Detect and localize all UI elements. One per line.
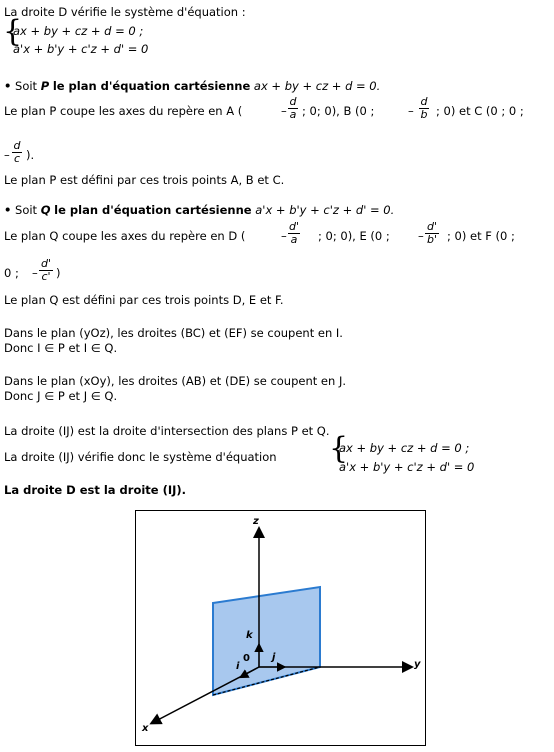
conclusion-brace: { (329, 431, 349, 466)
figure-frame (135, 510, 426, 746)
axis-y-label: y (414, 659, 421, 670)
conclusion-eq2: a'x + b'y + c'z + d' = 0 (339, 460, 475, 474)
vector-j-label: j (272, 652, 276, 663)
conclusion-final: La droite D est la droite (IJ). (4, 483, 187, 497)
vector-i-label: i (236, 661, 240, 672)
intro-line: La droite D vérifie le système d'équation : (4, 5, 246, 19)
p-cut-c-minus: – (4, 148, 10, 162)
p-cut-b-coord: ; 0) et C (0 ; 0 ; (436, 104, 524, 118)
q-defined: Le plan Q est défini par ces trois points D, E et F. (4, 293, 284, 307)
p-cut-line: Le plan P coupe les axes du repère en A ( (4, 104, 243, 118)
q-cut-d-minus: – (281, 229, 287, 243)
frac-e: $\frac{d'}{b'}$ (426, 220, 437, 246)
frac-b: $\frac{d}{b}$ (420, 95, 428, 121)
frac-a: $\frac{d}{a}$ (289, 95, 297, 121)
intro-eq1: ax + by + cz + d = 0 ; (13, 24, 144, 38)
intro-eq2: a'x + b'y + c'z + d' = 0 (13, 42, 149, 56)
q-heading: • Soit Q le plan d'équation cartésienne a'x + b'y + c'z + d' = 0. (4, 203, 395, 217)
q-cut-d-coord: ; 0; 0), E (0 ; (318, 229, 390, 243)
origin-label: 0 (243, 653, 250, 664)
p-cut-a: – (281, 104, 287, 118)
yoz-line2: Donc I ∈ P et I ∈ Q. (4, 341, 118, 355)
q-cut-e-minus: – (418, 229, 424, 243)
system-brace: { (3, 14, 23, 49)
yoz-line1: Dans le plan (yOz), les droites (BC) et (EF) se coupent en I. (4, 326, 343, 340)
figure-svg (136, 511, 425, 745)
q-cut-line: Le plan Q coupe les axes du repère en D ( (4, 229, 246, 243)
conclusion-line2: La droite (IJ) vérifie donc le système d'équation (4, 450, 277, 464)
p-heading: • Soit P le plan d'équation cartésienne ax + by + cz + d = 0. (4, 79, 381, 93)
p-cut-c-end: ). (26, 148, 35, 162)
q-cut-e-coord: ; 0) et F (0 ; (447, 229, 515, 243)
q-cut-f-minus: – (32, 266, 38, 280)
axis-x-label: x (142, 723, 149, 734)
conclusion-eq1: ax + by + cz + d = 0 ; (339, 441, 470, 455)
plane-q (213, 587, 320, 695)
frac-f: $\frac{d'}{c'}$ (40, 257, 51, 283)
axis-z-label: z (253, 516, 259, 527)
p-cut-a-coord: ; 0; 0), B (0 ; (302, 104, 375, 118)
frac-d: $\frac{d'}{a}$ (288, 220, 299, 246)
conclusion-line1: La droite (IJ) est la droite d'intersection des plans P et Q. (4, 424, 330, 438)
xoy-line1: Dans le plan (xOy), les droites (AB) et (DE) se coupent en J. (4, 374, 346, 388)
q-cut-f-end: ) (56, 266, 61, 280)
p-defined: Le plan P est défini par ces trois points A, B et C. (4, 173, 285, 187)
xoy-line2: Donc J ∈ P et J ∈ Q. (4, 389, 118, 403)
q-cut-f-start: 0 ; (4, 266, 19, 280)
p-cut-b-minus: – (408, 104, 414, 118)
vector-k-label: k (246, 630, 253, 641)
frac-c: $\frac{d}{c}$ (13, 139, 21, 165)
